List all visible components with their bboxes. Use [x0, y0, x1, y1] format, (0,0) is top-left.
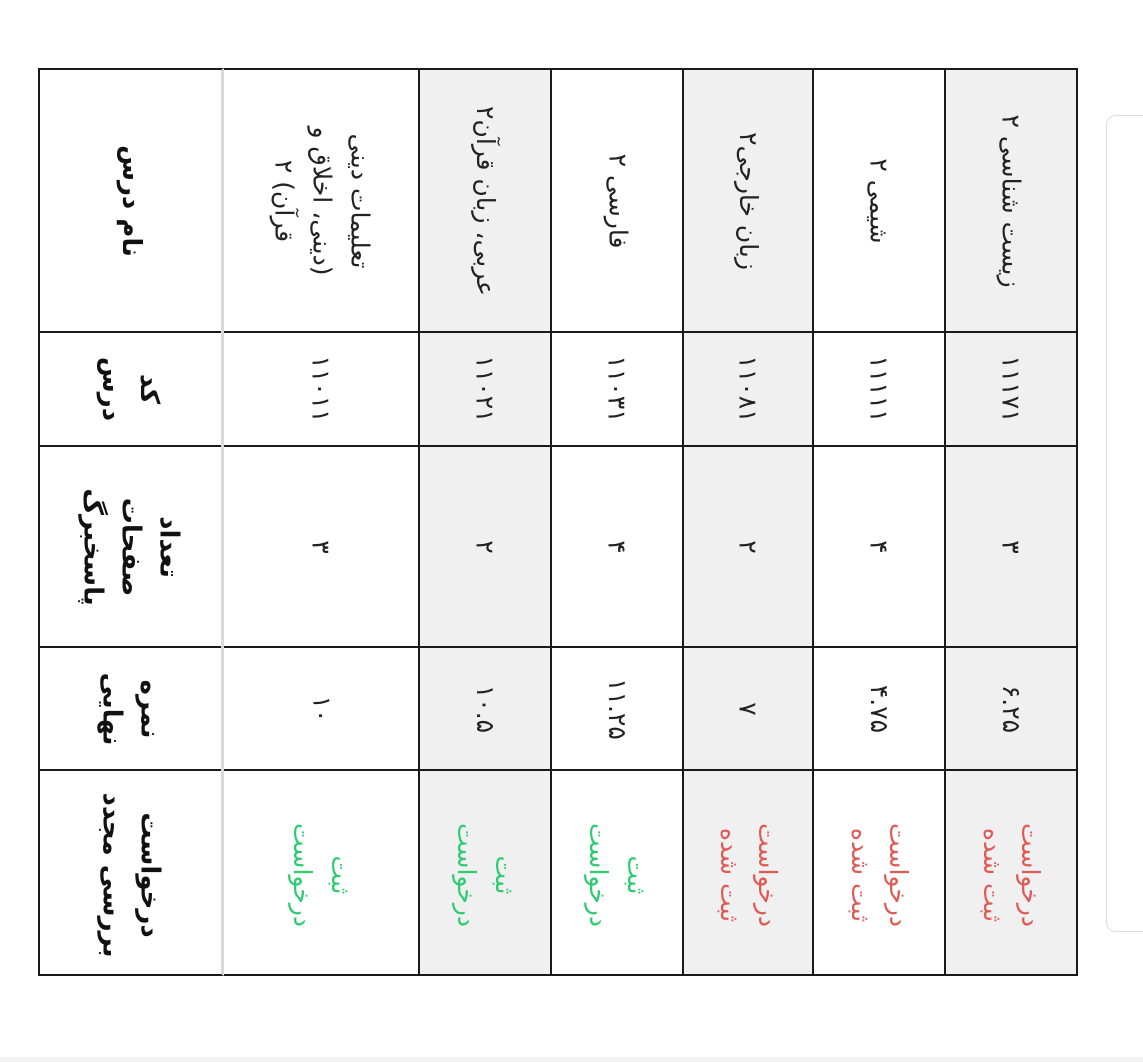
- course-code-cell: [420, 333, 550, 447]
- request-registered-status: درخواست ثبت شده: [978, 822, 1045, 927]
- table-row: [420, 68, 552, 976]
- review-request-cell: [814, 771, 944, 978]
- course-code-cell: [814, 333, 944, 447]
- course-name-cell: [814, 70, 944, 333]
- course-code: ۱۱۱۷۱: [996, 355, 1026, 423]
- table-header: [38, 68, 224, 976]
- register-request-button[interactable]: ثبت درخواست: [288, 822, 355, 927]
- final-grade-cell: [684, 648, 812, 771]
- review-request-cell[interactable]: [224, 771, 418, 978]
- final-grade: ۱۱.۲۵: [602, 677, 632, 740]
- course-code-cell: [684, 333, 812, 447]
- header-course-code-cell: [40, 333, 221, 447]
- final-grade: ۱۰: [306, 695, 336, 722]
- course-name: فارسی ۲: [603, 153, 632, 248]
- course-name: زیست شناسی ۲: [997, 113, 1027, 288]
- header-course-code: کد درس: [96, 356, 165, 422]
- header-course-name-cell: [40, 70, 221, 333]
- side-panel: [1106, 115, 1143, 932]
- final-grade-cell: [420, 648, 550, 771]
- table-row: [684, 68, 814, 976]
- course-name-cell: [420, 70, 550, 333]
- bottom-bar: [0, 1057, 1143, 1062]
- final-grade-cell: [552, 648, 682, 771]
- final-grade-cell: [946, 648, 1076, 771]
- request-registered-status: درخواست ثبت شده: [846, 822, 913, 927]
- course-name-cell: [224, 70, 418, 333]
- final-grade: ۷: [734, 701, 763, 716]
- course-code-cell: [224, 333, 418, 447]
- table-row: [814, 68, 946, 976]
- answer-pages: ۴: [865, 539, 894, 554]
- header-review-request-cell: [40, 771, 221, 978]
- final-grade: ۱۰.۵: [470, 684, 500, 733]
- course-code: ۱۱۰۳۱: [602, 355, 632, 423]
- header-course-name: نام درس: [115, 144, 146, 257]
- course-code-cell: [946, 333, 1076, 447]
- review-request-cell: [684, 771, 812, 978]
- course-code: ۱۱۰۱۱: [306, 355, 336, 423]
- course-name: زبان خارجی۲: [734, 131, 764, 270]
- course-code: ۱۱۰۸۱: [733, 355, 763, 423]
- register-request-button[interactable]: ثبت درخواست: [452, 822, 519, 927]
- course-name-cell: [946, 70, 1076, 333]
- answer-pages: ۳: [997, 539, 1026, 554]
- review-request-cell[interactable]: [552, 771, 682, 978]
- final-grade: ۴.۷۵: [864, 684, 894, 733]
- course-name: تعلیمات دینی (دینی، اخلاق و قرآن) ۲: [268, 126, 374, 275]
- course-name: شیمی ۲: [864, 157, 894, 244]
- header-review-request: درخواست بررسی مجدد: [96, 791, 165, 958]
- header-final-grade: نمره نهایی: [96, 672, 165, 745]
- request-registered-status: درخواست ثبت شده: [715, 822, 782, 927]
- answer-pages-cell: [814, 447, 944, 648]
- answer-pages-cell: [552, 447, 682, 648]
- header-final-grade-cell: [40, 648, 221, 771]
- table-row: [946, 68, 1078, 976]
- answer-pages-cell: [224, 447, 418, 648]
- course-code: ۱۱۱۱۱: [864, 355, 894, 423]
- answer-pages: ۴: [603, 539, 632, 554]
- answer-pages-cell: [684, 447, 812, 648]
- header-answer-pages: تعداد صفحات پاسخبرگ: [77, 487, 184, 606]
- course-code-cell: [552, 333, 682, 447]
- header-answer-pages-cell: [40, 447, 221, 648]
- answer-pages: ۳: [307, 539, 336, 554]
- course-code: ۱۱۰۲۱: [470, 355, 500, 423]
- final-grade-cell: [814, 648, 944, 771]
- course-name-cell: [552, 70, 682, 333]
- answer-pages: ۲: [734, 539, 763, 554]
- answer-pages-cell: [946, 447, 1076, 648]
- review-request-cell[interactable]: [420, 771, 550, 978]
- answer-pages: ۲: [471, 539, 500, 554]
- course-name-cell: [684, 70, 812, 333]
- table-row: [552, 68, 684, 976]
- register-request-button[interactable]: ثبت درخواست: [584, 822, 651, 927]
- answer-pages-cell: [420, 447, 550, 648]
- review-request-cell: [946, 771, 1076, 978]
- course-name: عربی، زبان قرآن۲: [471, 105, 500, 296]
- final-grade-cell: [224, 648, 418, 771]
- final-grade: ۶.۲۵: [996, 684, 1026, 733]
- table-row: [224, 68, 420, 976]
